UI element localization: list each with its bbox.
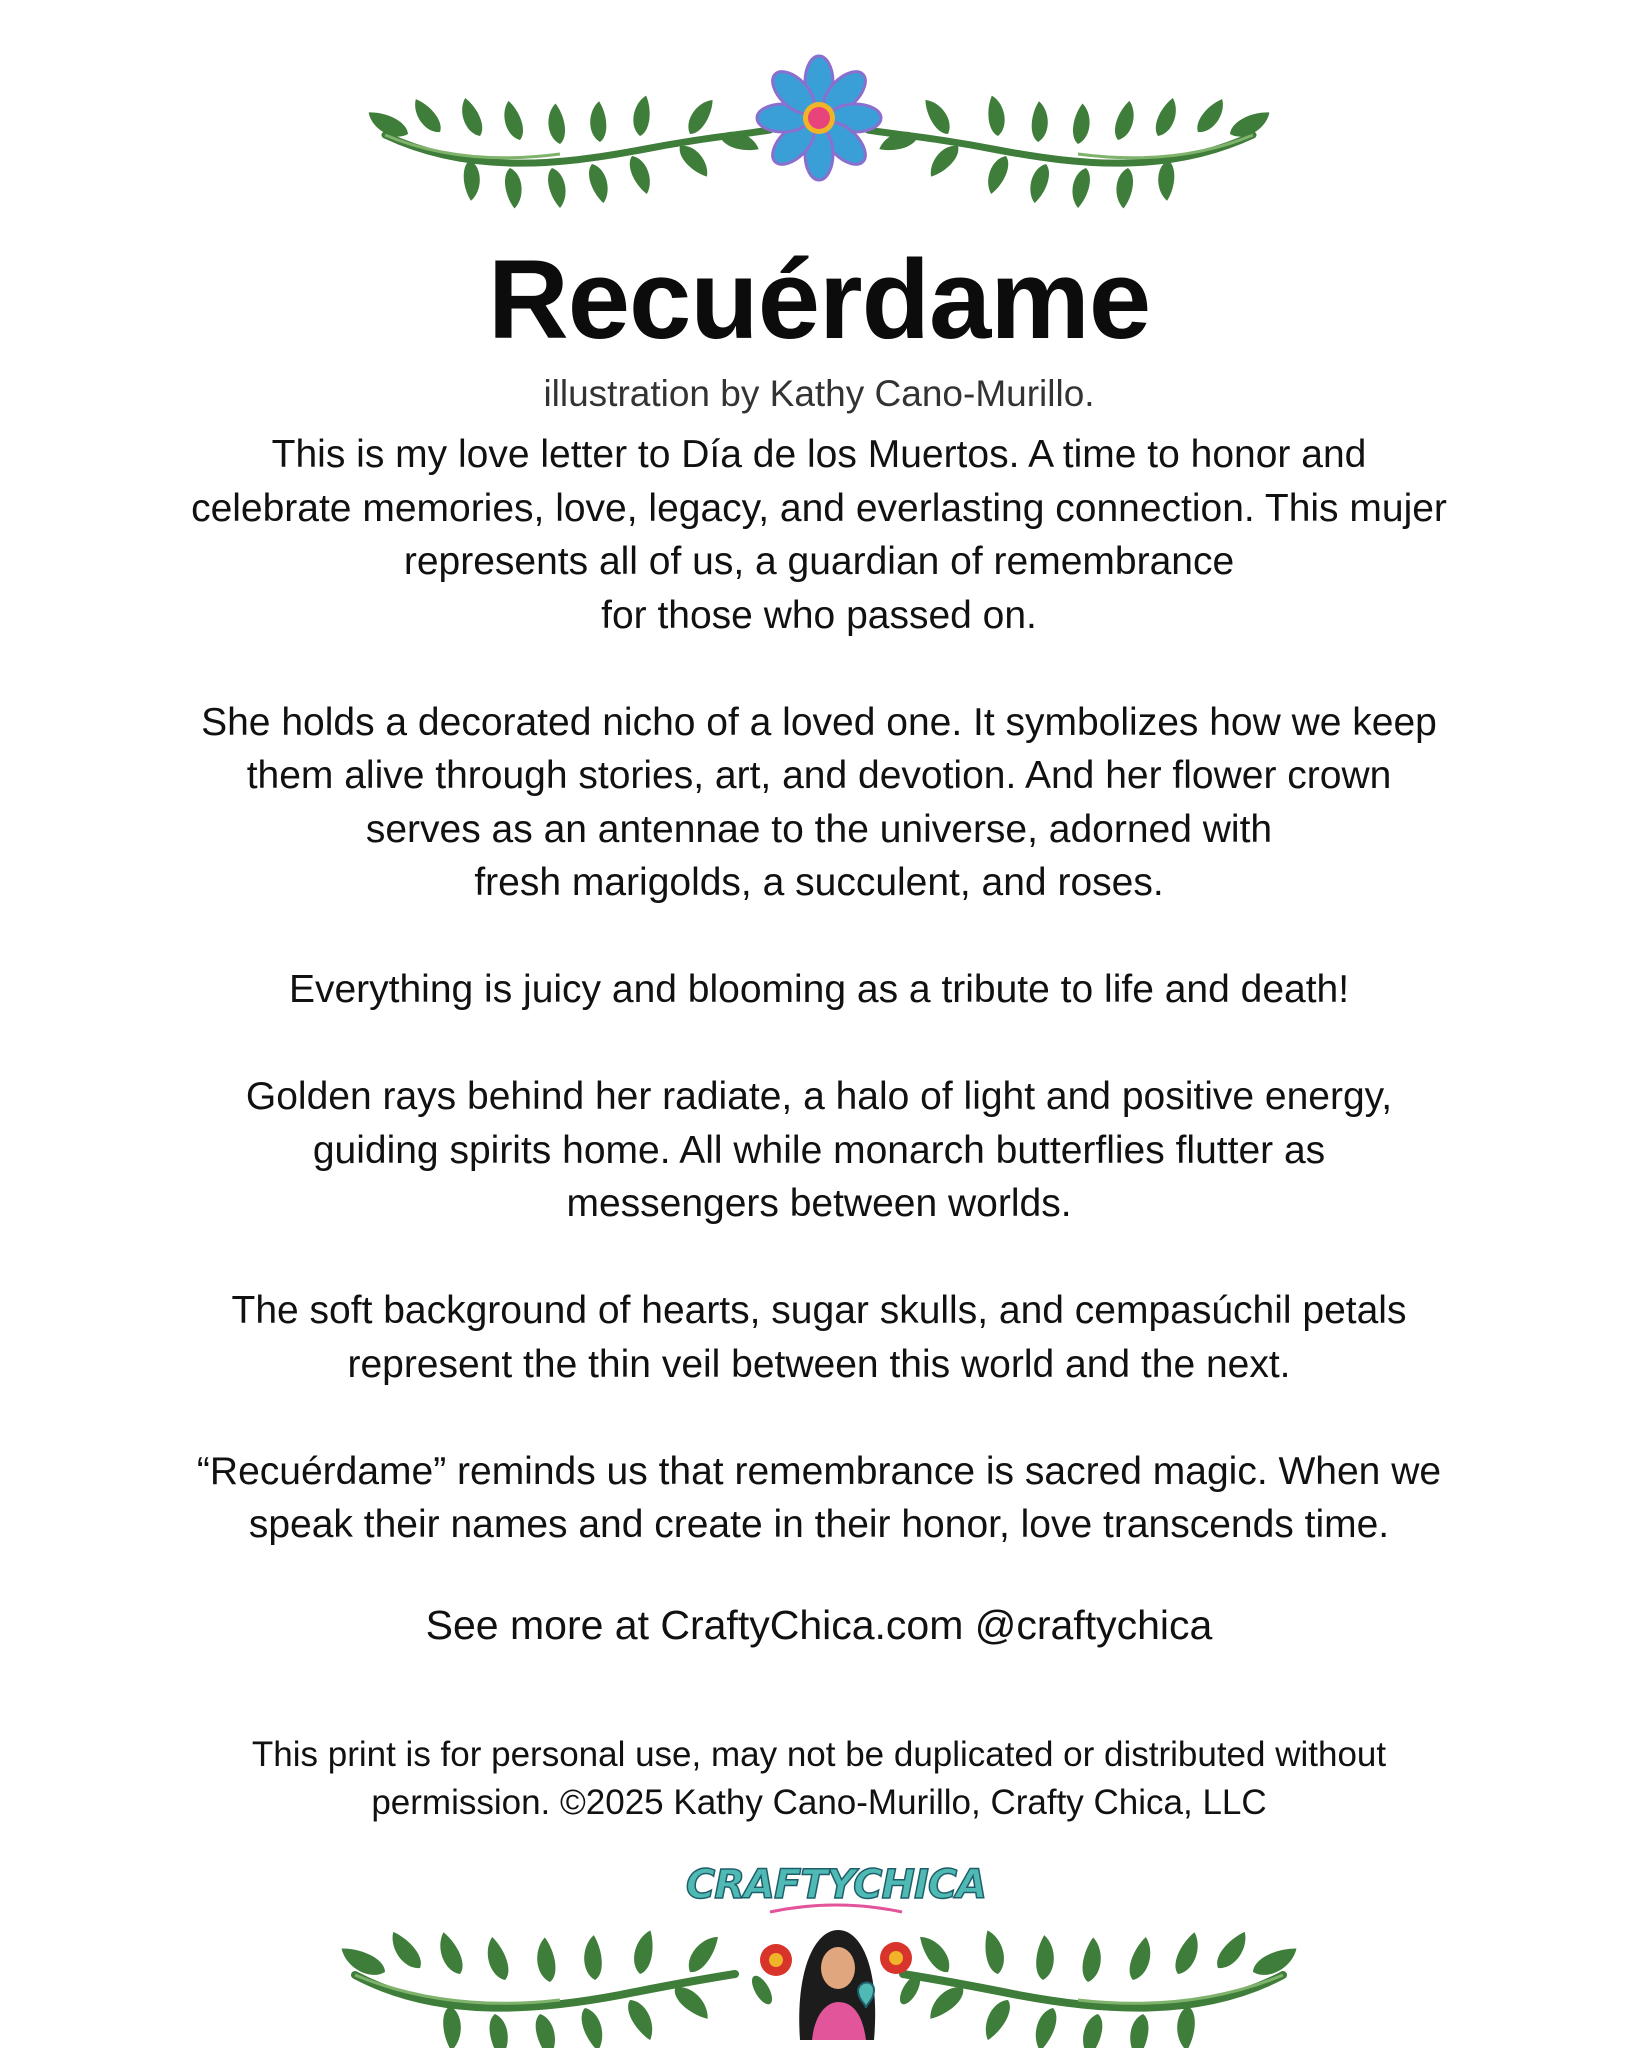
text-line: represents all of us, a guardian of remembrance bbox=[403, 540, 1235, 583]
bottom-ornament-art bbox=[0, 1850, 1638, 2048]
text-line: This print is for personal use, may not be duplicated or distributed without bbox=[251, 1735, 1387, 1774]
leaf-vine-icon bbox=[365, 94, 770, 209]
description-body bbox=[100, 428, 1538, 1552]
top-ornament bbox=[0, 50, 1638, 200]
text-line: messengers between worlds. bbox=[566, 1182, 1072, 1225]
text-line: them alive through stories, art, and devotion. And her flower crown bbox=[246, 754, 1392, 797]
paragraph-4 bbox=[100, 1070, 1538, 1231]
top-ornament-art bbox=[0, 50, 1638, 200]
text-line: Everything is juicy and blooming as a tribute to life and death! bbox=[288, 968, 1350, 1011]
see-more-line: See more at CraftyChica.com @craftychica bbox=[425, 1602, 1213, 1648]
text-line: serves as an antennae to the universe, adorned with bbox=[365, 807, 1273, 851]
flower-icon bbox=[757, 56, 881, 180]
text-line: Golden rays behind her radiate, a halo of light and positive energy, bbox=[245, 1075, 1393, 1118]
paragraph-1 bbox=[100, 428, 1538, 642]
leaf-vine-icon bbox=[903, 1926, 1301, 2048]
text-line: The soft background of hearts, sugar skulls, and cempasúchil petals bbox=[231, 1289, 1407, 1332]
text-line: This is my love letter to Día de los Muertos. A time to honor and bbox=[271, 433, 1367, 476]
leaf-vine-icon bbox=[868, 94, 1273, 209]
text-line: guiding spirits home. All while monarch butterflies flutter as bbox=[312, 1128, 1326, 1172]
page-title: Recuérdame bbox=[487, 237, 1151, 362]
paragraph-5 bbox=[100, 1284, 1538, 1391]
logo-wordmark: CRAFTYCHICA bbox=[685, 1862, 987, 1908]
paragraph-2 bbox=[100, 696, 1538, 910]
text-line: represent the thin veil between this world and the next. bbox=[347, 1342, 1291, 1386]
paragraph-6 bbox=[100, 1445, 1538, 1552]
copyright-notice bbox=[150, 1731, 1488, 1827]
text-line: speak their names and create in their honor, love transcends time. bbox=[248, 1503, 1390, 1546]
paragraph-3 bbox=[100, 963, 1538, 1017]
text-line: celebrate memories, love, legacy, and everlasting connection. This mujer bbox=[191, 486, 1447, 530]
text-line: for those who passed on. bbox=[601, 593, 1037, 637]
bottom-ornament bbox=[0, 1850, 1638, 2048]
text-line: “Recuérdame” reminds us that remembrance is sacred magic. When we bbox=[196, 1449, 1442, 1493]
illustration-credit: illustration by Kathy Cano-Murillo. bbox=[543, 373, 1095, 414]
text-line: permission. ©2025 Kathy Cano-Murillo, Crafty Chica, LLC bbox=[371, 1783, 1267, 1822]
text-line: fresh marigolds, a succulent, and roses. bbox=[474, 861, 1164, 904]
text-line: She holds a decorated nicho of a loved one. It symbolizes how we keep bbox=[201, 700, 1437, 744]
leaf-vine-icon bbox=[337, 1926, 735, 2048]
